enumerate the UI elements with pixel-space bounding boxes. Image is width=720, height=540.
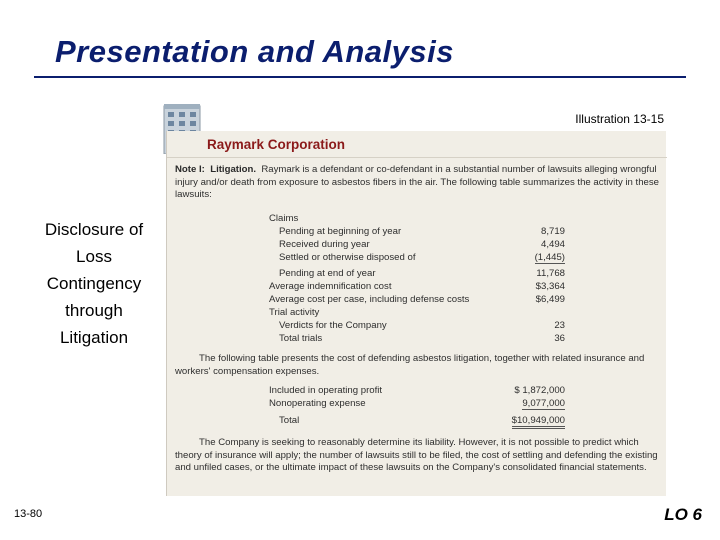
cost-row-label: Included in operating profit [269,385,383,396]
illustration-label: Illustration 13-15 [575,112,664,126]
claims-row-label: Average indemnification cost [269,281,392,292]
claims-row-value: $3,364 [535,281,565,292]
note-paragraph [175,164,661,202]
note-heading: Litigation. [210,164,257,175]
caption-line: Loss [76,247,112,266]
claims-row-value-cell [475,252,565,264]
note-label: Note I: [175,164,205,175]
cost-row-value-cell [475,398,565,410]
cost-row-label: Total [279,415,300,426]
claims-row-label: Pending at beginning of year [279,226,402,237]
claims-row-label: Received during year [279,239,370,250]
cost-row-value: $ 1,872,000 [514,385,565,396]
trial-row-label: Verdicts for the Company [279,320,387,331]
claims-heading: Claims [269,213,299,224]
caption-line: Disclosure of [44,220,144,239]
claims-row-label: Pending at end of year [279,268,376,279]
claims-row-label: Average cost per case, including defense costs [269,294,470,305]
caption-line: Litigation [59,328,129,347]
cost-total-value: $10,949,000 [512,415,565,429]
slide-title: Presentation and Analysis [55,34,454,69]
trial-heading: Trial activity [269,307,320,318]
caption-line: through [65,301,123,320]
claims-row-label: Settled or otherwise disposed of [279,252,416,263]
cost-row-value-cell [475,415,565,427]
header-divider [167,157,667,158]
learning-objective-label: LO 6 [664,505,702,524]
title-divider [34,76,686,78]
claims-row-value: 11,768 [536,268,565,279]
trial-row-value: 23 [554,320,565,331]
page-number: 13-80 [14,508,43,520]
side-caption [30,216,158,351]
note-body: Raymark is a defendant or co-defendant in a substantial number of lawsuits alleging wrongful injury and/or death from exposure to asbestos fibers in the air. The following table summarizes the activity in these lawsuits: [175,164,660,200]
company-name: Raymark Corporation [207,137,346,152]
cost-row-label: Nonoperating expense [269,398,366,409]
claims-row-value: (1,445) [534,252,565,263]
trial-row-value: 36 [554,333,565,344]
claims-row-value: 8,719 [540,226,565,237]
caption-line: Contingency [46,274,142,293]
liability-paragraph: The Company is seeking to reasonably determine its liability. However, it is not possible to predict which theory of insurance will apply; the number of lawsuits still to be filed, the cost of settling and defending the existing and unfiled cases, or the ultimate impact of these lawsuits on the Company's consolidated financial statements. [175,437,658,473]
claims-row-value: 4,494 [540,239,565,250]
trial-row-label: Total trials [279,333,323,344]
cost-row-value: 9,077,000 [522,398,565,409]
claims-row-value: $6,499 [535,294,565,305]
cost-paragraph: The following table presents the cost of defending asbestos litigation, together with related insurance and workers' compensation expenses. [175,353,645,377]
financial-statement-excerpt [166,131,666,496]
